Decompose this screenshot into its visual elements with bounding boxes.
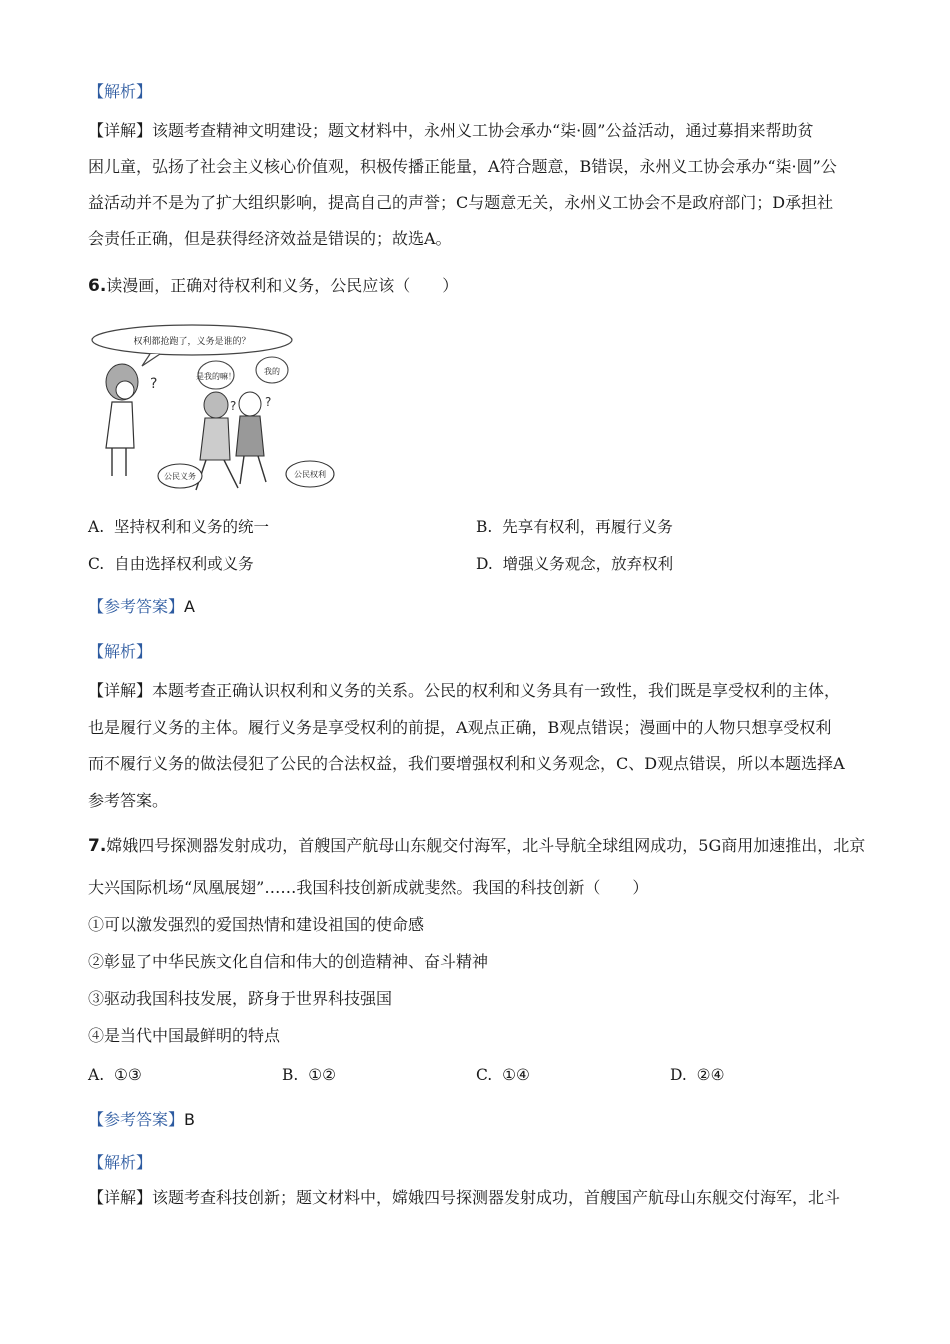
q5-analysis-heading: 【解析】: [88, 82, 153, 101]
q6-question: [88, 276, 868, 296]
q5-detail-line: 益活动并不是为了扩大组织影响，提高自己的声誉；C与题意无关，永州义工协会不是政府部门；D承担社: [88, 193, 834, 212]
q7-stem-line: 大兴国际机场“凤凰展翅”……我国科技创新成就斐然。我国的科技创新（ ）: [88, 878, 649, 897]
q6-detail-line: 也是履行义务的主体。履行义务是享受权利的前提，A观点正确，B观点错误；漫画中的人物只想享受权利: [88, 718, 832, 737]
q6-cartoon: [90, 318, 338, 498]
cartoon-sign-left: 公民义务: [164, 472, 196, 481]
q6-option-a: A. 坚持权利和义务的统一: [88, 518, 269, 536]
q6-option-row: [88, 516, 868, 538]
q6-analysis-heading: 【解析】: [88, 642, 153, 661]
q6-answer-label: 【参考答案】: [88, 597, 185, 616]
q7-option-a: A. ①③: [88, 1066, 142, 1084]
q6-number: 6.: [88, 276, 107, 296]
q7-answer: [88, 1110, 868, 1130]
q5-detail-line: 困儿童，弘扬了社会主义核心价值观，积极传播正能量，A符合题意，B错误，永州义工协会承办“柒·圆”公: [88, 157, 837, 176]
q7-statement: ②彰显了中华民族文化自信和伟大的创造精神、奋斗精神: [88, 952, 489, 971]
q6-detail-line: 而不履行义务的做法侵犯了公民的合法权益，我们要增强权利和义务观念，C、D观点错误，所以本题选择A: [88, 754, 845, 773]
q7-answer-label: 【参考答案】: [88, 1110, 185, 1129]
q6-option-b: B. 先享有权利，再履行义务: [476, 518, 673, 536]
q7-statement: ③驱动我国科技发展，跻身于世界科技强国: [88, 989, 393, 1008]
q6-detail-line: 参考答案。: [88, 791, 169, 810]
q7-statement: ④是当代中国最鲜明的特点: [88, 1026, 281, 1045]
q6-answer-value: A: [184, 597, 195, 616]
q6-option-d: D. 增强义务观念，放弃权利: [476, 555, 674, 573]
svg-text:?: ?: [230, 399, 237, 413]
q7-analysis-heading: 【解析】: [88, 1153, 153, 1172]
q7-statement: ①可以激发强烈的爱国热情和建设祖国的使命感: [88, 915, 425, 934]
q7-option-b: B. ①②: [282, 1066, 336, 1084]
q6-stem: 读漫画，正确对待权利和义务，公民应该（ ）: [106, 276, 459, 295]
q7-detail-line: 【详解】该题考查科技创新；题文材料中，嫦娥四号探测器发射成功，首艘国产航母山东舰交付海军，北斗: [88, 1188, 841, 1207]
cartoon-bubble-left: 是我的嘛！: [196, 372, 236, 381]
q5-detail-line: 【详解】该题考查精神文明建设；题文材料中，永州义工协会承办“柒·圆”公益活动，通过募捐来帮助贫: [88, 121, 814, 140]
q6-option-row: [88, 553, 868, 575]
q6-detail-line: 【详解】本题考查正确认识权利和义务的关系。公民的权利和义务具有一致性，我们既是享受权利的主体，: [88, 681, 841, 700]
cartoon-sign-right: 公民权利: [294, 470, 326, 479]
svg-text:?: ?: [150, 376, 158, 392]
q7-answer-value: B: [184, 1110, 195, 1129]
q6-option-c: C. 自由选择权利或义务: [88, 555, 254, 573]
cartoon-bubble-right: 我的: [264, 367, 280, 376]
q5-detail-line: 会责任正确，但是获得经济效益是错误的；故选A。: [88, 229, 452, 248]
q7-stem-line: 嫦娥四号探测器发射成功，首艘国产航母山东舰交付海军，北斗导航全球组网成功，5G商用加速推出，北京: [106, 836, 866, 855]
q6-answer: [88, 597, 868, 617]
q7-option-c: C. ①④: [476, 1066, 530, 1084]
q7-option-row: [88, 1064, 868, 1086]
q7-number: 7.: [88, 836, 107, 856]
q7-option-d: D. ②④: [670, 1066, 725, 1084]
cartoon-speech-top: 权利都抢跑了，义务是谁的？: [133, 337, 251, 347]
q7-question: [88, 836, 868, 856]
svg-text:?: ?: [265, 395, 272, 409]
